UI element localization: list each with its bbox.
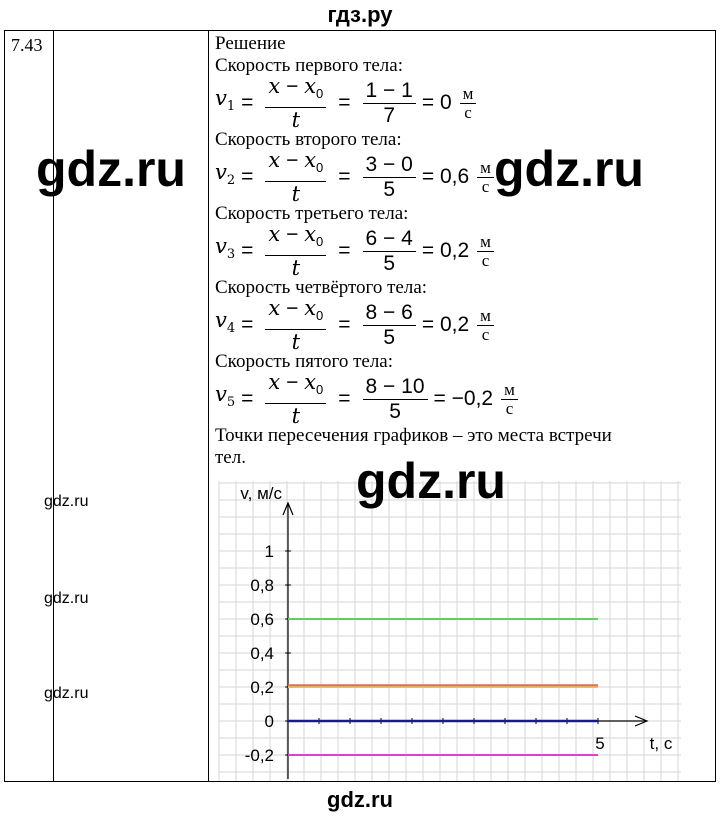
formula-fraction: $\frac{x - x_0}{t}$ — [265, 74, 326, 131]
value-fraction — [363, 375, 428, 424]
var-sub: 5 — [226, 395, 236, 411]
x0-sub: 0 — [316, 160, 324, 176]
var-sub: 2 — [226, 173, 236, 189]
unit-fraction — [501, 381, 518, 418]
numerator: 3 − 0 — [363, 153, 416, 178]
value-fraction — [363, 227, 416, 276]
denominator: 5 — [383, 251, 396, 275]
var-t: t — [291, 255, 301, 280]
formula-fraction: $\frac{x - x_0}{t}$ — [265, 370, 326, 427]
x0-sub: 0 — [316, 234, 324, 250]
unit-top: м — [501, 381, 518, 400]
unit-top: м — [477, 307, 494, 326]
value-fraction — [363, 153, 416, 202]
equation-label: Скорость второго тела: — [215, 129, 402, 150]
x-axis-label: t, с — [649, 734, 673, 753]
numerator: 8 − 6 — [363, 301, 416, 326]
numerator: 6 − 4 — [363, 227, 416, 252]
y-tick-label: 0,6 — [250, 610, 274, 629]
y-axis-label: v, м/с — [240, 484, 282, 503]
y-tick-label: -0,2 — [244, 746, 274, 765]
var-x0: x — [304, 222, 317, 247]
unit-top: м — [460, 85, 477, 104]
equations — [215, 55, 715, 428]
unit-fraction — [477, 159, 494, 196]
var-x: x — [268, 370, 281, 395]
var-sub: 1 — [226, 99, 236, 115]
y-tick-label: 0,4 — [250, 644, 274, 663]
watermark: gdz.ru — [44, 493, 89, 510]
var-sub: 4 — [226, 321, 236, 337]
numerator: 1 − 1 — [363, 79, 416, 104]
x0-sub: 0 — [316, 382, 324, 398]
conclusion-line-1: Точки пересечения графиков – это места встречи — [215, 425, 612, 446]
site-footer: gdz.ru — [327, 787, 393, 812]
denominator: 5 — [383, 177, 396, 201]
unit-top: м — [477, 159, 494, 178]
denominator: 5 — [383, 325, 396, 349]
var-x: x — [268, 74, 281, 99]
task-number: 7.43 — [11, 35, 43, 55]
var-v: v — [215, 86, 227, 111]
var-t: t — [291, 403, 301, 428]
watermark: gdz.ru — [356, 453, 506, 509]
value-fraction — [363, 301, 416, 350]
var-x0: x — [304, 148, 317, 173]
unit-bottom: с — [464, 102, 472, 122]
unit-fraction — [460, 85, 477, 122]
equation-label: Скорость первого тела: — [215, 55, 404, 76]
var-sub: 3 — [226, 247, 236, 263]
y-tick-label: 0,8 — [250, 576, 274, 595]
equation-label: Скорость третьего тела: — [215, 203, 409, 224]
denominator: 7 — [383, 103, 396, 127]
y-tick-label: 1 — [264, 542, 274, 561]
equation-label: Скорость четвёртого тела: — [215, 277, 428, 298]
unit-bottom: с — [481, 324, 490, 344]
formula-fraction: $\frac{x - x_0}{t}$ — [265, 148, 326, 205]
watermark: gdz.ru — [44, 590, 89, 607]
var-x0: x — [304, 296, 317, 321]
var-x0: x — [304, 370, 317, 395]
velocity-chart — [213, 477, 683, 783]
unit-bottom: с — [481, 250, 490, 270]
conclusion-line-2: тел. — [215, 447, 246, 468]
numerator: 8 − 10 — [363, 375, 428, 400]
x-tick-label: 5 — [595, 734, 605, 753]
y-tick-label: 0,2 — [250, 678, 274, 697]
formula-fraction: $\frac{x - x_0}{t}$ — [265, 222, 326, 279]
var-t: t — [291, 329, 301, 354]
unit-bottom: с — [481, 176, 490, 196]
unit-fraction — [477, 233, 494, 270]
solution-title: Решение — [215, 33, 286, 54]
unit-top: м — [477, 233, 494, 252]
velocity-equation: $v_2$ = $\frac{x - x_0}{t}$ = $\frac{3 - 0}{5}$ = 0,6 м с — [215, 151, 715, 203]
result: = 0,2 — [421, 239, 470, 262]
var-x: x — [268, 148, 281, 173]
var-v: v — [215, 234, 227, 259]
var-v: v — [215, 308, 227, 333]
var-x0: x — [304, 74, 317, 99]
table-divider — [208, 31, 209, 781]
y-tick-label: 0 — [264, 712, 274, 731]
result: = −0,2 — [433, 387, 494, 410]
unit-fraction — [477, 307, 494, 344]
velocity-equation: $v_3$ = $\frac{x - x_0}{t}$ = $\frac{6 - 4}{5}$ = 0,2 м с — [215, 225, 715, 277]
result: = 0 — [421, 91, 452, 114]
var-t: t — [291, 181, 301, 206]
solution-column — [215, 33, 715, 469]
var-v: v — [215, 160, 227, 185]
watermark: gdz.ru — [44, 685, 89, 702]
var-x: x — [268, 222, 281, 247]
watermark: gdz.ru — [494, 141, 644, 197]
velocity-equation: $v_4$ = $\frac{x - x_0}{t}$ = $\frac{8 - 6}{5}$ = 0,2 м с — [215, 299, 715, 351]
var-t: t — [291, 107, 301, 132]
velocity-equation: $v_5$ = $\frac{x - x_0}{t}$ = $\frac{8 - 10}{5}$ = −0,2 м с — [215, 373, 715, 425]
value-fraction — [363, 79, 416, 128]
equation-label: Скорость пятого тела: — [215, 351, 394, 372]
result: = 0,6 — [421, 165, 470, 188]
watermark: gdz.ru — [36, 141, 186, 197]
x0-sub: 0 — [316, 86, 324, 102]
var-v: v — [215, 382, 227, 407]
site-header: гдз.ру — [327, 2, 393, 27]
var-x: x — [268, 296, 281, 321]
result: = 0,2 — [421, 313, 470, 336]
x0-sub: 0 — [316, 308, 324, 324]
velocity-equation: $v_1$ = $\frac{x - x_0}{t}$ = $\frac{1 - 1}{7}$ = 0 м с — [215, 77, 715, 129]
unit-bottom: с — [505, 398, 514, 418]
formula-fraction: $\frac{x - x_0}{t}$ — [265, 296, 326, 353]
denominator: 5 — [389, 399, 401, 423]
